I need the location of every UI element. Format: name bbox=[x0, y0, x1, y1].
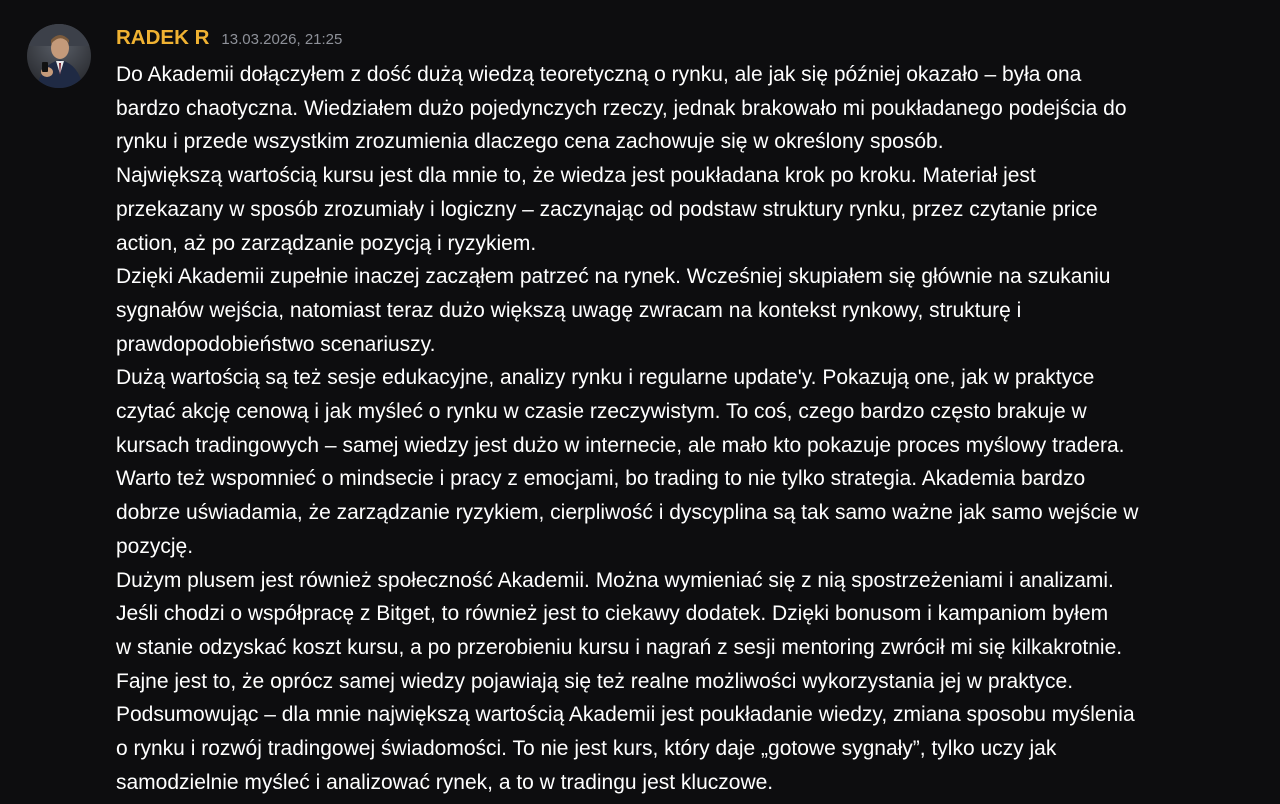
message-line: Podsumowując – dla mnie największą wartością Akademii jest poukładanie wiedzy, zmiana sposobu myślenia bbox=[116, 703, 1135, 727]
message-line: kursach tradingowych – samej wiedzy jest dużo w internecie, ale mało kto pokazuje proces myślowy tradera. bbox=[116, 433, 1125, 457]
message-line: dobrze uświadamia, że zarządzanie ryzykiem, cierpliwość i dyscyplina są tak samo ważne jak samo wejście w bbox=[116, 501, 1139, 525]
user-avatar-photo-icon bbox=[27, 24, 91, 88]
message-line: Dużą wartością są też sesje edukacyjne, analizy rynku i regularne update'y. Pokazują one, jak w praktyce bbox=[116, 366, 1095, 390]
message-line: przekazany w sposób zrozumiały i logiczny – zaczynając od podstaw struktury rynku, przez czytanie price bbox=[116, 197, 1098, 221]
message-line: Warto też wspomnieć o mindsecie i pracy z emocjami, bo trading to nie tylko strategia. Akademia bardzo bbox=[116, 467, 1086, 491]
message-line: Jeśli chodzi o współpracę z Bitget, to również jest to ciekawy dodatek. Dzięki bonusom i kampaniom byłem bbox=[116, 602, 1109, 626]
message-line: prawdopodobieństwo scenariuszy. bbox=[116, 332, 436, 356]
message-line: Dzięki Akademii zupełnie inaczej zacząłem patrzeć na rynek. Wcześniej skupiałem się głównie na szukaniu bbox=[116, 265, 1111, 289]
message-line: Dużym plusem jest również społeczność Akademii. Można wymieniać się z nią spostrzeżeniami i analizami. bbox=[116, 568, 1114, 592]
message-line: bardzo chaotyczna. Wiedziałem dużo pojedynczych rzeczy, jednak brakowało mi poukładanego podejścia do bbox=[116, 96, 1127, 120]
message-line: Największą wartością kursu jest dla mnie to, że wiedza jest poukładana krok po kroku. Materiał jest bbox=[116, 164, 1036, 188]
message-line: czytać akcję cenową i jak myśleć o rynku w czasie rzeczywistym. To coś, czego bardzo często brakuje w bbox=[116, 400, 1087, 424]
message-timestamp: 13.03.2026, 21:25 bbox=[221, 31, 343, 48]
message-line: pozycję. bbox=[116, 534, 194, 558]
message-header bbox=[116, 26, 342, 52]
message-line: action, aż po zarządzanie pozycją i ryzykiem. bbox=[116, 231, 537, 255]
message-line: rynku i przede wszystkim zrozumienia dlaczego cena zachowuje się w określony sposób. bbox=[116, 130, 944, 154]
message-line: o rynku i rozwój tradingowej świadomości. To nie jest kurs, który daje „gotowe sygnały”, tylko uczy jak bbox=[116, 737, 1057, 761]
message-body bbox=[116, 58, 1266, 799]
message-line: Fajne jest to, że oprócz samej wiedzy pojawiają się też realne możliwości wykorzystania jej w praktyce. bbox=[116, 669, 1074, 693]
message-line: w stanie odzyskać koszt kursu, a po przerobieniu kursu i nagrań z sesji mentoring zwrócił mi się kilkakrotnie. bbox=[116, 635, 1123, 659]
author-name[interactable]: RADEK R bbox=[116, 26, 210, 49]
user-avatar[interactable] bbox=[27, 24, 91, 88]
message-line: samodzielnie myśleć i analizować rynek, a to w tradingu jest kluczowe. bbox=[116, 770, 774, 794]
message-line: Do Akademii dołączyłem z dość dużą wiedzą teoretyczną o rynku, ale jak się później okazało – była ona bbox=[116, 63, 1082, 86]
message-line: sygnałów wejścia, natomiast teraz dużo większą uwagę zwracam na kontekst rynkowy, strukturę i bbox=[116, 298, 1022, 322]
